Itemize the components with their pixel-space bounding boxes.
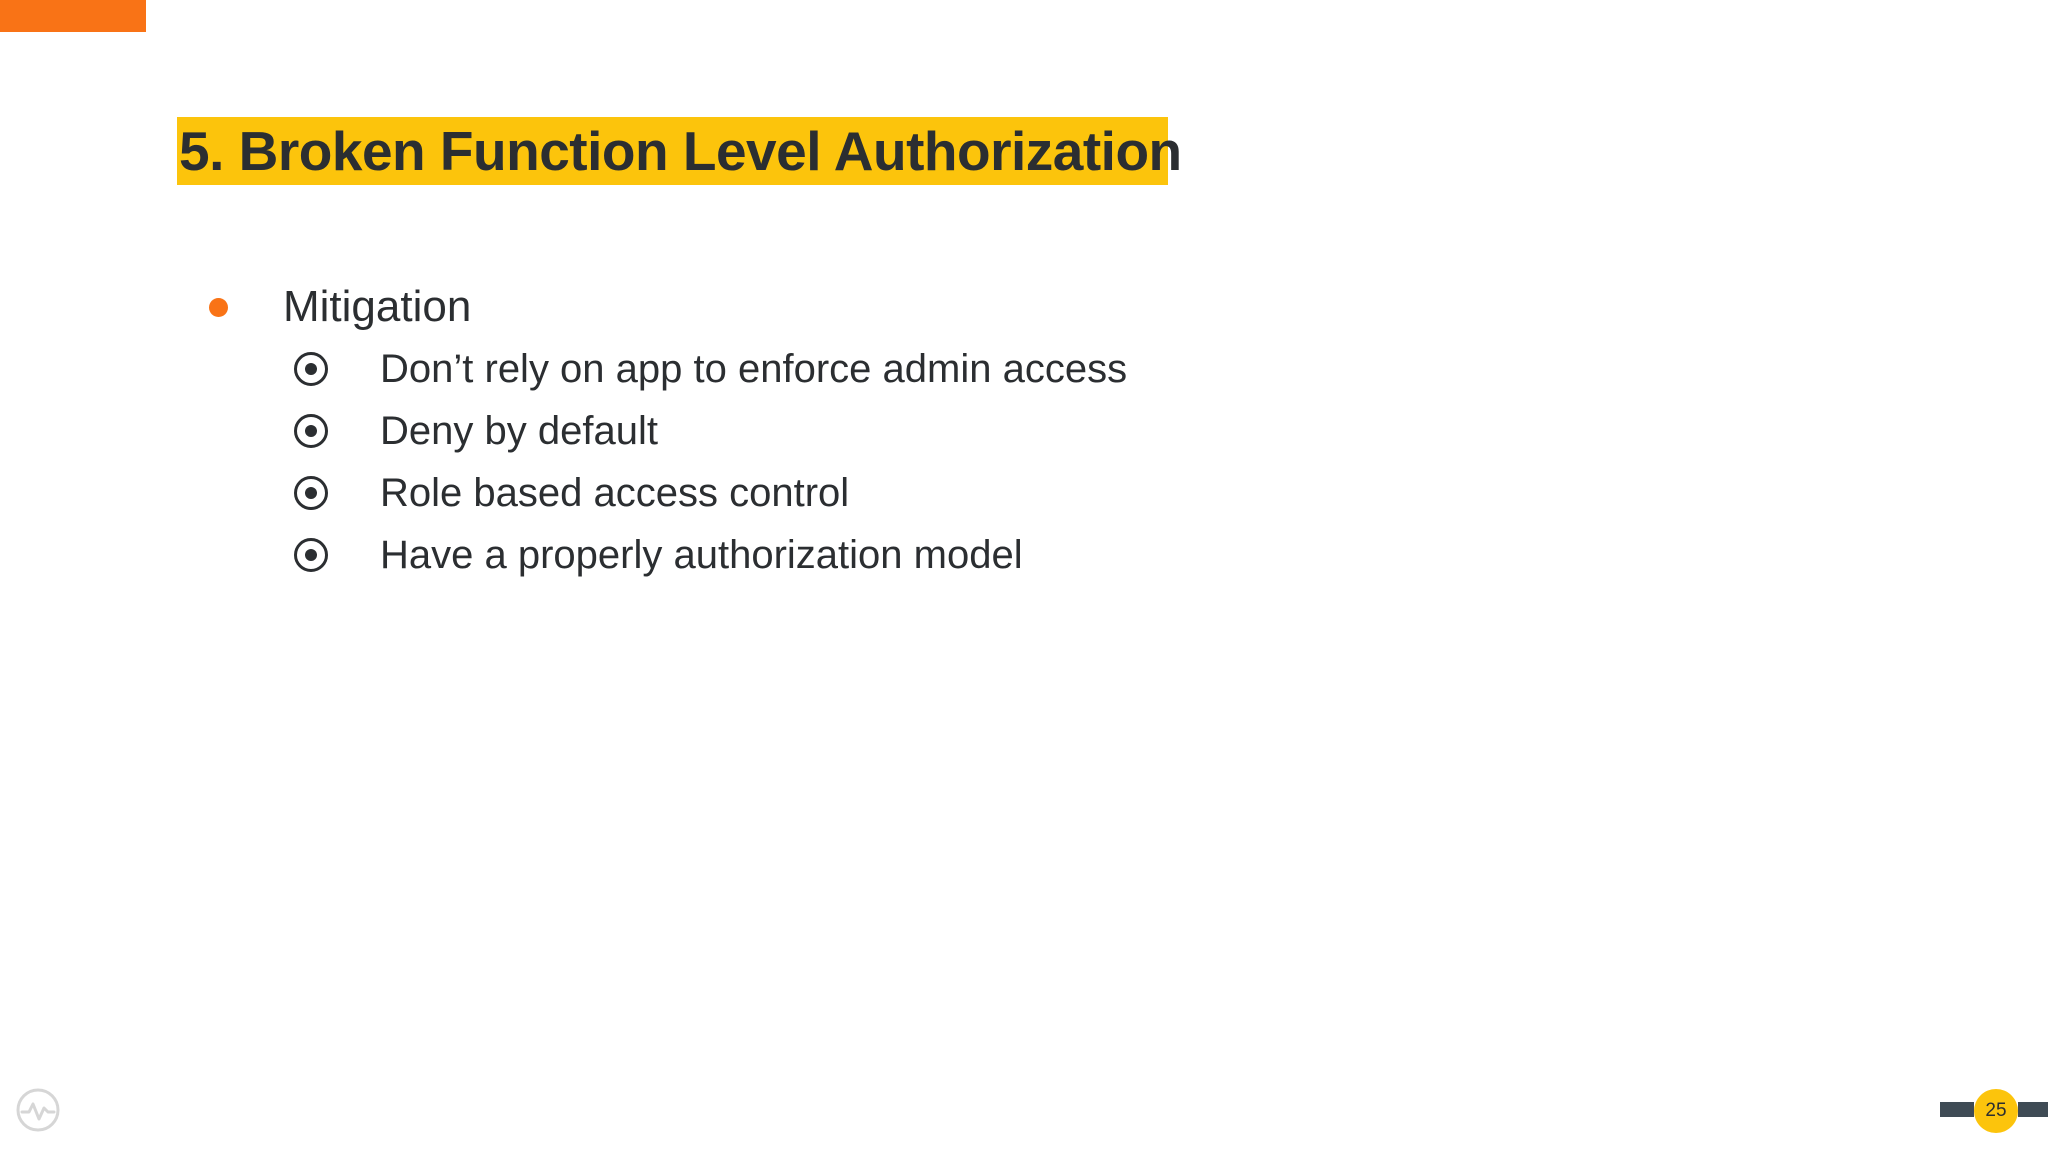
- activity-pulse-circle-icon: [15, 1087, 61, 1133]
- accent-bar: [0, 0, 146, 32]
- bullet-label: Mitigation: [283, 282, 472, 331]
- sub-bullet-item: [200, 400, 1127, 462]
- bullet-item-mitigation: [200, 276, 1127, 338]
- title-highlight: [177, 117, 1182, 185]
- sub-bullet-item: [200, 462, 1127, 524]
- radio-dot-bullet-icon: [294, 352, 328, 386]
- radio-dot-bullet-icon: [294, 476, 328, 510]
- sub-bullet-list: [200, 338, 1127, 586]
- page-number-badge: 25: [1974, 1089, 2018, 1133]
- sub-bullet-text: Deny by default: [380, 408, 658, 453]
- radio-dot-bullet-icon: [294, 538, 328, 572]
- sub-bullet-text: Don’t rely on app to enforce admin access: [380, 346, 1128, 391]
- sub-bullet-item: [200, 524, 1127, 586]
- sub-bullet-text: Have a properly authorization model: [380, 532, 1023, 577]
- page-number-line-left: [1940, 1102, 1974, 1117]
- page-number-line-right: [2018, 1102, 2048, 1117]
- radio-dot-bullet-icon: [294, 414, 328, 448]
- slide-title: 5. Broken Function Level Authorization: [179, 120, 1182, 182]
- orange-dot-bullet-icon: [209, 298, 228, 317]
- bullet-list: [200, 276, 1127, 586]
- sub-bullet-item: [200, 338, 1127, 400]
- sub-bullet-text: Role based access control: [380, 470, 850, 515]
